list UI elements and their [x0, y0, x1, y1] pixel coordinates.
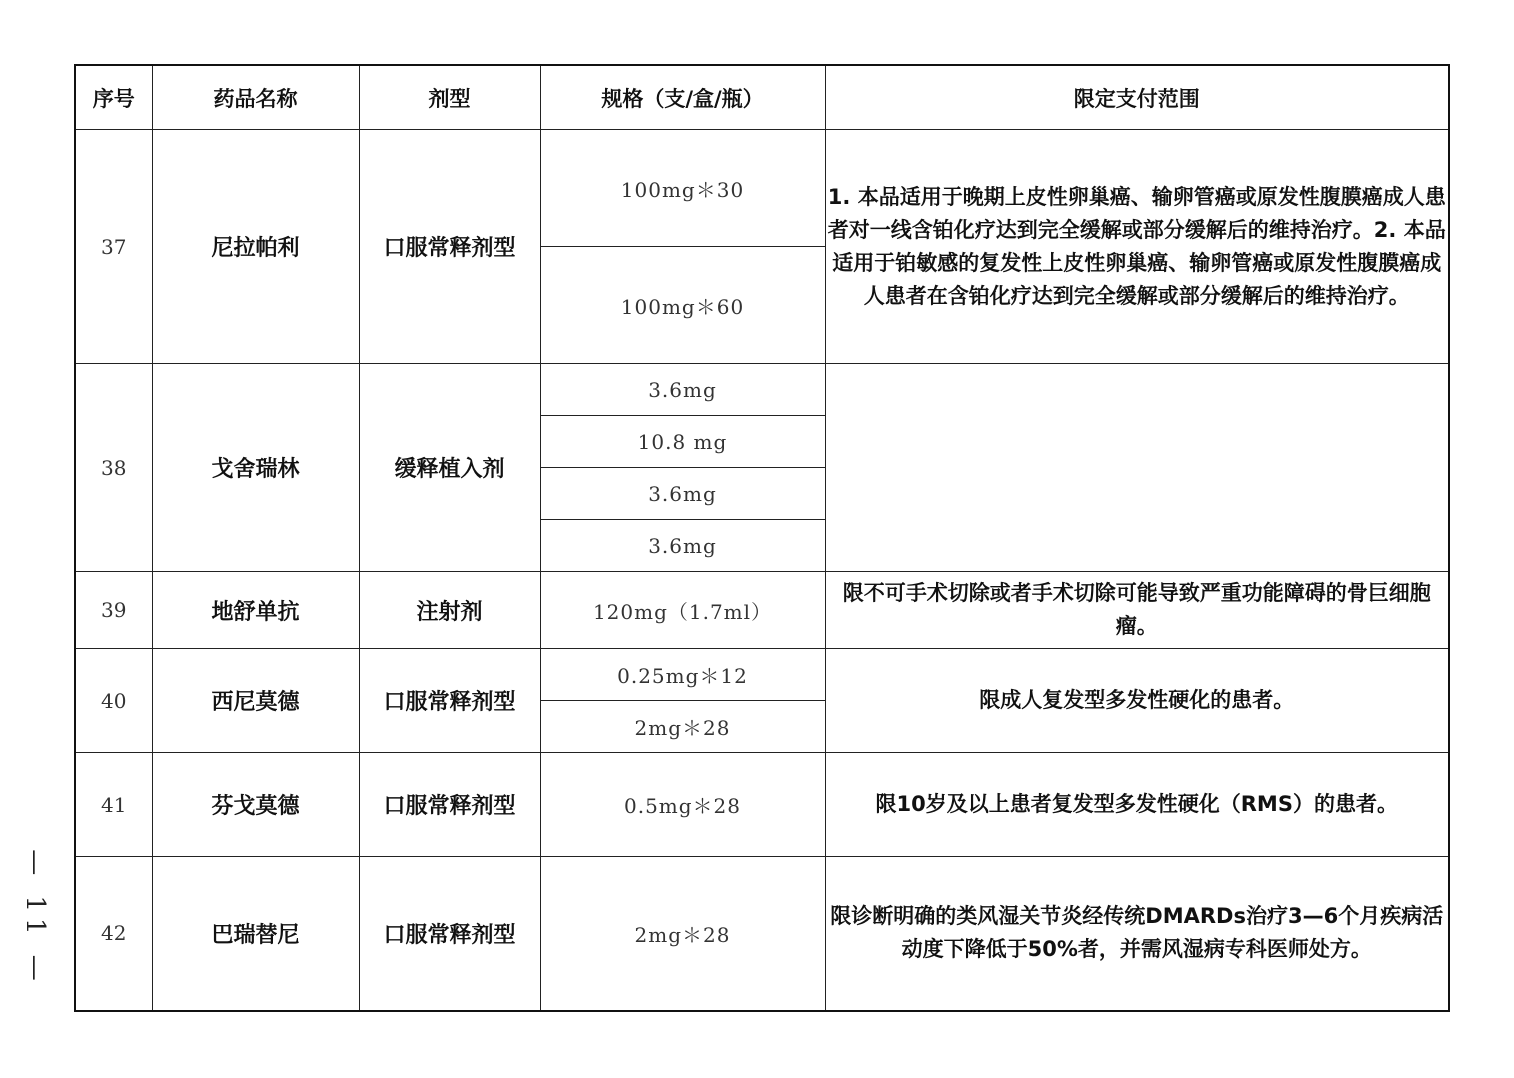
dosage-form: 口服常释剂型 — [359, 857, 540, 1011]
specification: 0.5mg＊28 — [540, 753, 825, 857]
payment-scope: 限10岁及以上患者复发型多发性硬化（RMS）的患者。 — [825, 753, 1449, 857]
table-row — [75, 857, 1449, 1011]
payment-scope: 限不可手术切除或者手术切除可能导致严重功能障碍的骨巨细胞瘤。 — [825, 572, 1449, 649]
drug-name: 戈舍瑞林 — [152, 364, 359, 572]
header-drug-name: 药品名称 — [152, 65, 359, 130]
specification: 120mg（1.7ml） — [540, 572, 825, 649]
drug-name: 巴瑞替尼 — [152, 857, 359, 1011]
row-number: 39 — [75, 572, 152, 649]
specification: 3.6mg — [540, 468, 825, 520]
row-number: 37 — [75, 130, 152, 364]
header-specification: 规格（支/盒/瓶） — [540, 65, 825, 130]
specification: 2mg＊28 — [540, 857, 825, 1011]
table-row — [75, 364, 1449, 416]
specification: 100mg＊60 — [540, 247, 825, 364]
row-number: 42 — [75, 857, 152, 1011]
row-number: 38 — [75, 364, 152, 572]
payment-scope: 限诊断明确的类风湿关节炎经传统DMARDs治疗3—6个月疾病活动度下降低于50%者，并需风湿病专科医师处方。 — [825, 857, 1449, 1011]
page-number — [20, 848, 50, 988]
dosage-form: 口服常释剂型 — [359, 649, 540, 753]
dosage-form: 口服常释剂型 — [359, 753, 540, 857]
table-row — [75, 130, 1449, 247]
drug-name: 尼拉帕利 — [152, 130, 359, 364]
specification: 100mg＊30 — [540, 130, 825, 247]
header-no: 序号 — [75, 65, 152, 130]
specification: 0.25mg＊12 — [540, 649, 825, 701]
header-dosage-form: 剂型 — [359, 65, 540, 130]
page-number-text: — 11 — — [20, 849, 50, 987]
payment-scope: 限成人复发型多发性硬化的患者。 — [825, 649, 1449, 753]
header-payment-scope: 限定支付范围 — [825, 65, 1449, 130]
row-number: 41 — [75, 753, 152, 857]
dosage-form: 缓释植入剂 — [359, 364, 540, 572]
table-row — [75, 572, 1449, 649]
payment-scope: 1. 本品适用于晚期上皮性卵巢癌、输卵管癌或原发性腹膜癌成人患者对一线含铂化疗达到完全缓解或部分缓解后的维持治疗。2. 本品适用于铂敏感的复发性上皮性卵巢癌、输卵管癌或原发性腹膜癌成人患者在含铂化疗达到完全缓解或部分缓解后的维持治疗。 — [825, 130, 1449, 364]
drug-name: 地舒单抗 — [152, 572, 359, 649]
dosage-form: 注射剂 — [359, 572, 540, 649]
specification: 10.8 mg — [540, 416, 825, 468]
payment-scope — [825, 364, 1449, 572]
table-row — [75, 753, 1449, 857]
row-number: 40 — [75, 649, 152, 753]
drug-name: 西尼莫德 — [152, 649, 359, 753]
dosage-form: 口服常释剂型 — [359, 130, 540, 364]
drug-payment-table — [74, 64, 1450, 1012]
specification: 2mg＊28 — [540, 701, 825, 753]
table-header-row — [75, 65, 1449, 130]
table-row — [75, 649, 1449, 701]
drug-name: 芬戈莫德 — [152, 753, 359, 857]
specification: 3.6mg — [540, 364, 825, 416]
specification: 3.6mg — [540, 520, 825, 572]
